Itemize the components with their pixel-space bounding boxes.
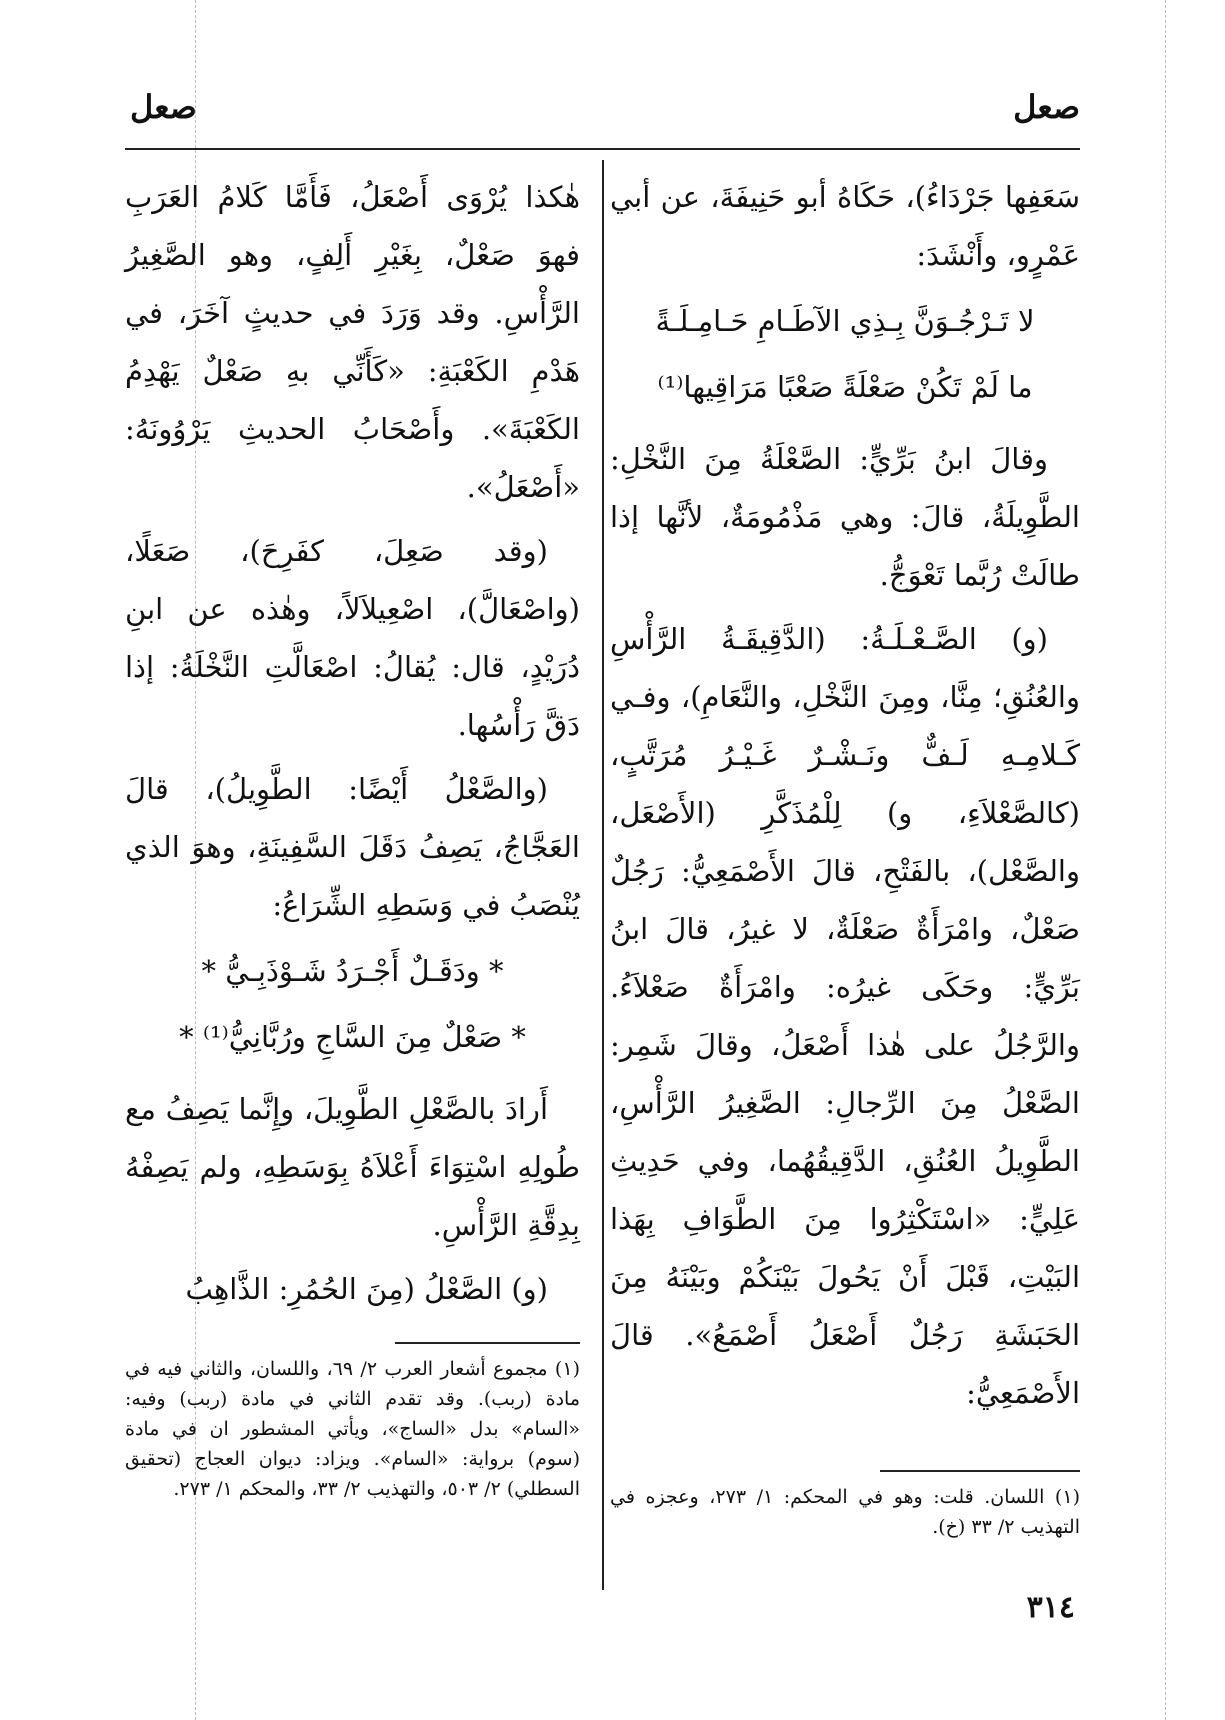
left-column	[125, 168, 580, 1324]
column-divider	[602, 160, 604, 1590]
paragraph: أَرادَ بالصَّعْلِ الطَّوِيلَ، وإِنَّما يَصِفُ مع طُولِهِ اسْتِوَاءَ أَعْلاَهُ بِوَسَطِهِ، ولم يَصِفْهُ بِدِقَّةِ الرَّأْسِ.	[125, 1092, 580, 1242]
paragraph: (وقد صَعِلَ، كفَرِحَ)، صَعَلًا، (واصْعَالَّ)، اصْعِيلاَلاً، وهٰذه عن ابنِ دُرَيْدٍ، قال: يُقالُ: اصْعَالَّتِ النَّخْلَةُ: إذا دَقَّ رَأْسُها.	[125, 534, 580, 742]
running-header-left: صعل	[130, 88, 197, 126]
paragraph: هٰكذا يُرْوَى أَصْعَلُ، فَأَمَّا كَلامُ العَرَبِ فهوَ صَعْلٌ، بِغَيْرِ أَلِفٍ، وهو الصَّغِيرُ الرَّأْسِ. وقد وَرَدَ في حديثٍ آخَرَ، في هَدْمِ الكَعْبَةِ: «كَأَنِّي بهِ صَعْلٌ يَهْدِمُ الكَعْبَةَ». وأَصْحَابُ الحديثِ يَرْوُونَهُ: «أَصْعَلُ».	[125, 180, 580, 504]
paragraph: (و) الصَّـعْـلَـةُ: (الدَّقِيقَـةُ الرَّأْسِ والعُنُقِ؛ مِنَّا، ومِنَ النَّخْلِ، والنَّعَامِ)، وفـي كَـلامِـهِ لَـفٌّ ونَـشْـرٌ غَـيْـرُ مُرَتَّبٍ،(كالصَّعْلاَءِ، و) لِلْمُذَكَّرِ (الأَصْعَل، والصَّعْل)، بالفَتْحِ، قالَ الأَصْمَعِيُّ: رَجُلٌ صَعْلٌ، وامْرَأَةٌ صَعْلَةٌ، لا غيرُ، قالَ ابنُ بَرِّيٍّ: وحَكَى غيرُه: وامْرَأَةٌ صَعْلاَءُ. والرَّجُلُ على هٰذا أَصْعَلُ، وقالَ شَمِر: الصَّعْلُ مِنَ الرِّجالِ: الصَّغِيرُ الرَّأْسِ، الطَّوِيلُ العُنُقِ، الدَّقِيقُهُما، وفي حَدِيثِ عَلِيٍّ: «اسْتَكْثِرُوا مِنَ الطَّوَافِ بِهَذا البَيْتِ، قَبْلَ أَنْ يَحُولَ بَيْنَكُمْ وبَيْنَهُ مِنَ الحَبَشَةِ رَجُلٌ أَصْعَلُ أَصْمَعُ». قالَ الأَصْمَعِيُّ:	[610, 622, 1080, 1410]
running-header-right: صعل	[1013, 88, 1080, 126]
paragraph: وقالَ ابنُ بَرِّيٍّ: الصَّعْلَةُ مِنَ النَّخْلِ: الطَّوِيلَةُ، قالَ: وهي مَذْمُومَةٌ، لأنَّها إذا طالَتْ رُبَّما تَعْوَجُّ.	[610, 442, 1080, 592]
footnote-rule	[880, 1470, 1080, 1472]
right-column	[610, 168, 1080, 1428]
verse-line: * ودَقَـلٌ أَجْـرَدُ شَـوْذَبِـيُّ *	[201, 954, 504, 988]
paragraph: (و) الصَّعْلُ (مِنَ الحُمُرِ: الذَّاهِبُ	[185, 1272, 548, 1306]
footnote-right: (١) اللسان. قلت: وهو في المحكم: ١/ ٢٧٣، وعجزه في التهذيب ٢/ ٣٣ (خ).	[610, 1486, 1080, 1538]
paragraph: سَعَفِها جَرْدَاءُ)، حَكَاهُ أبو حَنِيفَةَ، عن أبي عَمْرٍو، وأَنْشَدَ:	[610, 180, 1080, 272]
verse-line: * صَعْلٌ مِنَ السَّاجِ ورُبَّانِيُّ⁽¹⁾ *	[179, 1020, 526, 1054]
verse-line: ما لَمْ تَكُنْ صَعْلَةً صَعْبًا مَرَاقِيها⁽¹⁾	[657, 370, 1033, 404]
header-rule	[125, 148, 1080, 150]
footnote-left: (١) مجموع أشعار العرب ٢/ ٦٩، واللسان، والثاني فيه في مادة (ربب). وقد تقدم الثاني في مادة (ربب) وفيه: «السام» بدل «الساج»، ويأتي المشطور ان في مادة (سوم) برواية: «السام». ويزاد: ديوان العجاج (تحقيق السطلي) ٢/ ٥٠٣، والتهذيب ٢/ ٣٣، والمحكم ١/ ٢٧٣.	[125, 1358, 580, 1500]
scan-artifact-line	[1165, 0, 1166, 1720]
verse-line: لا تَـرْجُـوَنَّ بِـذِي الآطَـامِ حَـامِـلَـةً	[655, 304, 1035, 338]
page-number: ٣١٤	[1026, 1590, 1075, 1625]
footnote-rule	[395, 1342, 580, 1344]
paragraph: (والصَّعْلُ أَيْضًا: الطَّوِيلُ)، قالَ العَجَّاجُ، يَصِفُ دَقَلَ السَّفِينَةِ، وهوَ الذي يُنْصَبُ في وَسَطِهِ الشِّرَاعُ:	[125, 772, 580, 922]
